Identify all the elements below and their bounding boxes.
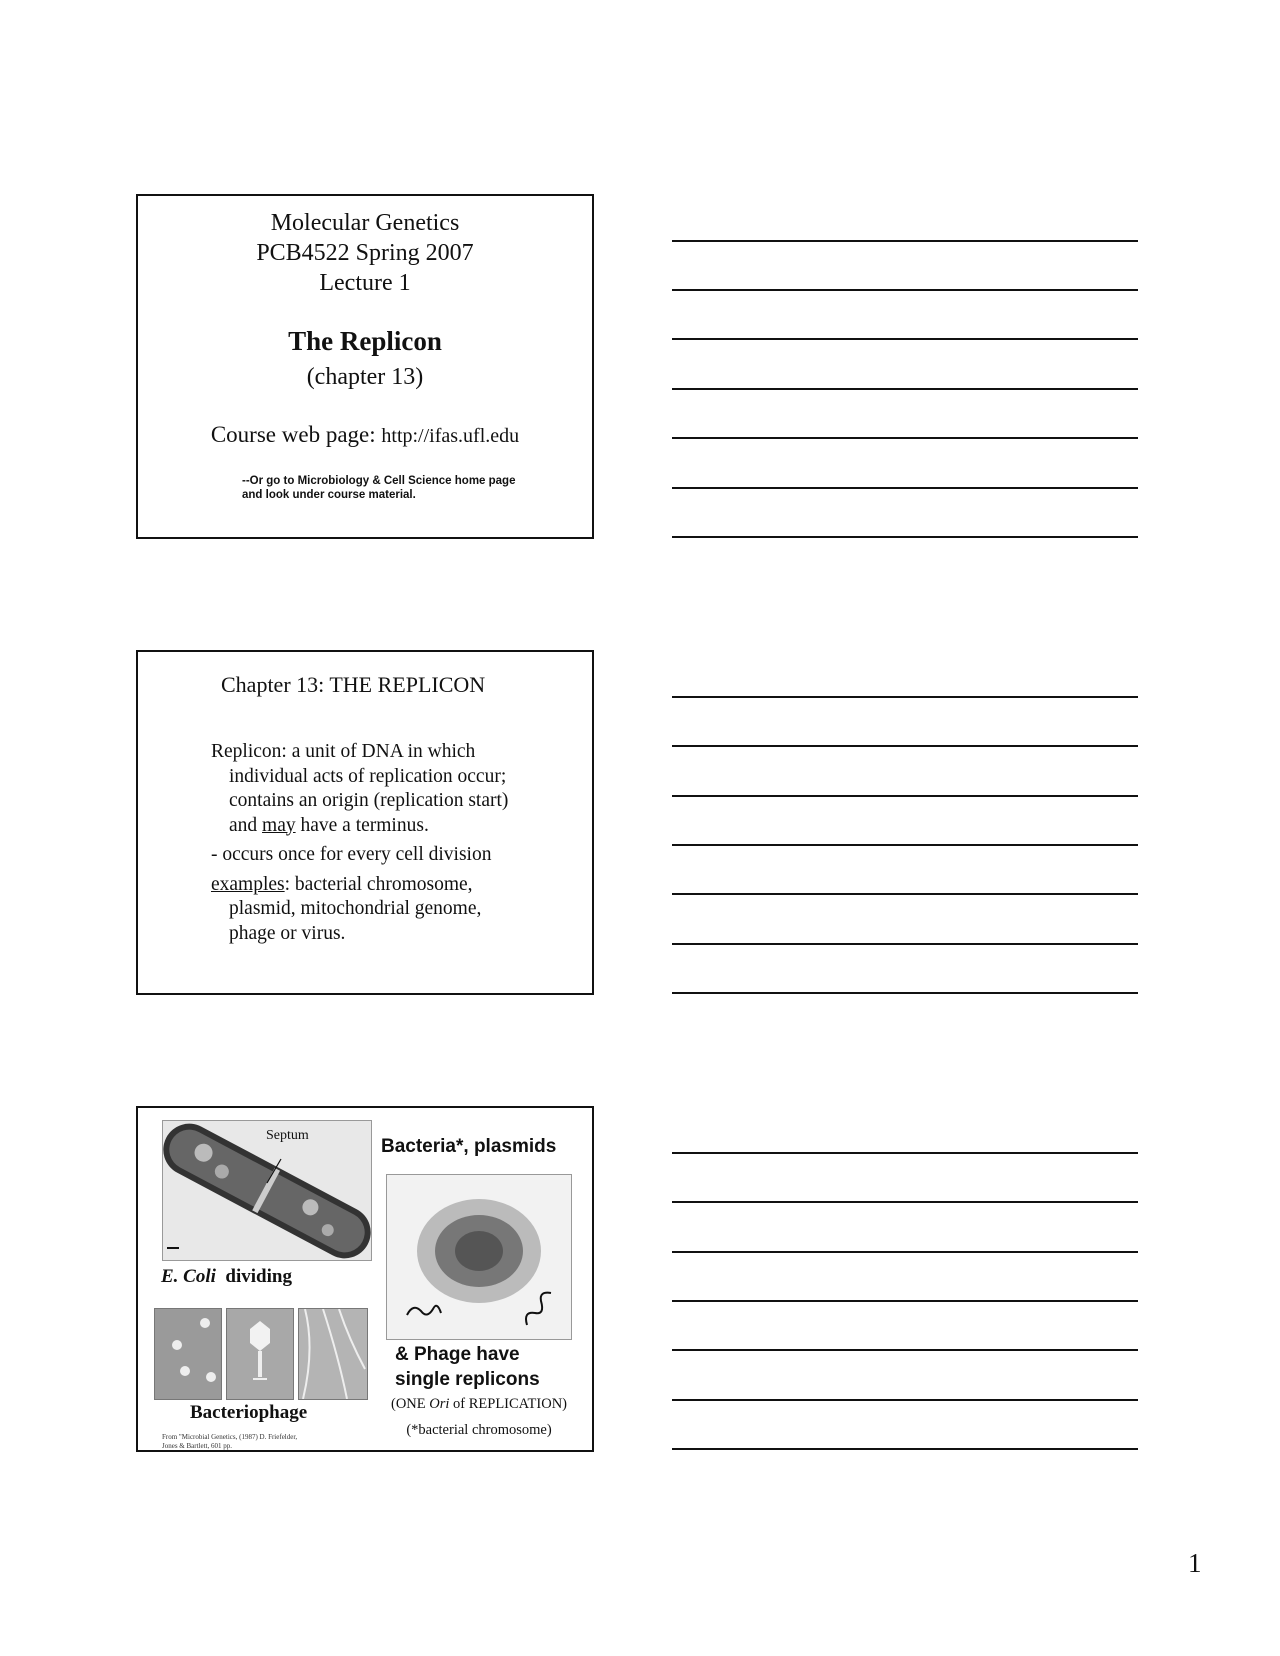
phage-filamentous-illustration xyxy=(299,1309,367,1399)
note-line-rule xyxy=(672,1201,1138,1203)
course-code: PCB4522 Spring 2007 xyxy=(256,240,474,266)
note-line-rule xyxy=(672,943,1138,945)
note-line-rule xyxy=(672,1349,1138,1351)
examples-label: examples xyxy=(211,873,285,895)
phage-tailed-illustration xyxy=(227,1309,293,1399)
slide-1-subtitle: (chapter 13) xyxy=(306,364,424,390)
note-line: --Or go to Microbiology & Cell Science home page xyxy=(242,475,516,487)
note-line-rule xyxy=(672,696,1138,698)
examples-line xyxy=(211,873,581,898)
definition-line xyxy=(211,740,581,765)
course-material-note xyxy=(242,474,515,502)
examples-line: phage or virus. xyxy=(229,922,346,944)
bacterial-chromosome-note: (*bacterial chromosome) xyxy=(406,1422,552,1438)
note-line-rule xyxy=(672,289,1138,291)
credit-line: From "Microbial Genetics, (1987) D. Friefelder, xyxy=(162,1433,298,1441)
definition-line: contains an origin (replication start) xyxy=(229,790,509,811)
note-line-rule xyxy=(672,536,1138,538)
ecoli-rest: dividing xyxy=(215,1266,292,1287)
ecoli-caption xyxy=(161,1266,292,1288)
note-line-rule xyxy=(672,1399,1138,1401)
bullet-line: - occurs once for every cell division xyxy=(211,844,492,865)
course-web-page xyxy=(138,422,592,448)
examples-text: : bacterial chromosome, xyxy=(284,873,473,895)
slide-2-title: Chapter 13: THE REPLICON xyxy=(221,672,486,697)
credit-line: Jones & Bartlett, 601 pp. xyxy=(162,1442,232,1450)
definition-term: Replicon xyxy=(211,741,282,762)
note-line: and look under course material. xyxy=(242,489,416,501)
definition-text: and xyxy=(229,814,263,836)
ori-note xyxy=(384,1396,574,1413)
phage-icosahedral-illustration xyxy=(155,1309,221,1399)
plasmid-photo xyxy=(386,1174,572,1340)
phage-line: & Phage have xyxy=(395,1344,520,1365)
phage-single-replicons xyxy=(395,1342,540,1392)
phage-photo xyxy=(298,1308,368,1400)
underlined-may: may xyxy=(262,814,296,836)
definition-text: have a terminus. xyxy=(295,814,429,836)
phage-photo xyxy=(226,1308,294,1400)
note-line-rule xyxy=(672,992,1138,994)
note-line-rule xyxy=(672,745,1138,747)
ori-post: of REPLICATION) xyxy=(449,1396,568,1412)
lecture-number: Lecture 1 xyxy=(319,270,411,296)
page-number: 1 xyxy=(1188,1548,1202,1578)
note-line-rule xyxy=(672,487,1138,489)
note-line-rule xyxy=(672,1152,1138,1154)
slide-2 xyxy=(136,650,594,995)
note-line-rule xyxy=(672,338,1138,340)
note-line-rule xyxy=(672,437,1138,439)
septum-label: Septum xyxy=(266,1128,309,1143)
bacteriophage-caption: Bacteriophage xyxy=(190,1402,308,1423)
examples-line: plasmid, mitochondrial genome, xyxy=(229,898,482,919)
note-line-rule xyxy=(672,1448,1138,1450)
definition-line xyxy=(211,814,581,839)
note-line-rule xyxy=(672,388,1138,390)
web-label: Course web page: xyxy=(210,422,382,447)
slide-1 xyxy=(136,194,594,539)
phage-photo xyxy=(154,1308,222,1400)
note-line-rule xyxy=(672,893,1138,895)
note-line-rule xyxy=(672,1300,1138,1302)
ori-pre: (ONE xyxy=(390,1396,430,1412)
course-name: Molecular Genetics xyxy=(270,210,460,236)
web-url: http://ifas.ufl.edu xyxy=(381,425,520,447)
slide-1-title: The Replicon xyxy=(288,326,442,356)
note-line-rule xyxy=(672,795,1138,797)
slide-2-body xyxy=(211,740,581,946)
slide-3 xyxy=(136,1106,594,1452)
definition-text: : a unit of DNA in which xyxy=(281,741,476,762)
image-credit xyxy=(162,1433,297,1451)
slide-1-header xyxy=(138,208,592,298)
phage-line: single replicons xyxy=(395,1369,540,1390)
ori-word: Ori xyxy=(429,1396,450,1412)
note-line-rule xyxy=(672,1251,1138,1253)
note-line-rule xyxy=(672,844,1138,846)
note-line-rule xyxy=(672,240,1138,242)
plasmid-illustration xyxy=(387,1175,571,1339)
bacteria-plasmids-title: Bacteria*, plasmids xyxy=(381,1136,557,1157)
ecoli-name: E. Coli xyxy=(161,1266,216,1287)
definition-line: individual acts of replication occur; xyxy=(229,765,507,787)
